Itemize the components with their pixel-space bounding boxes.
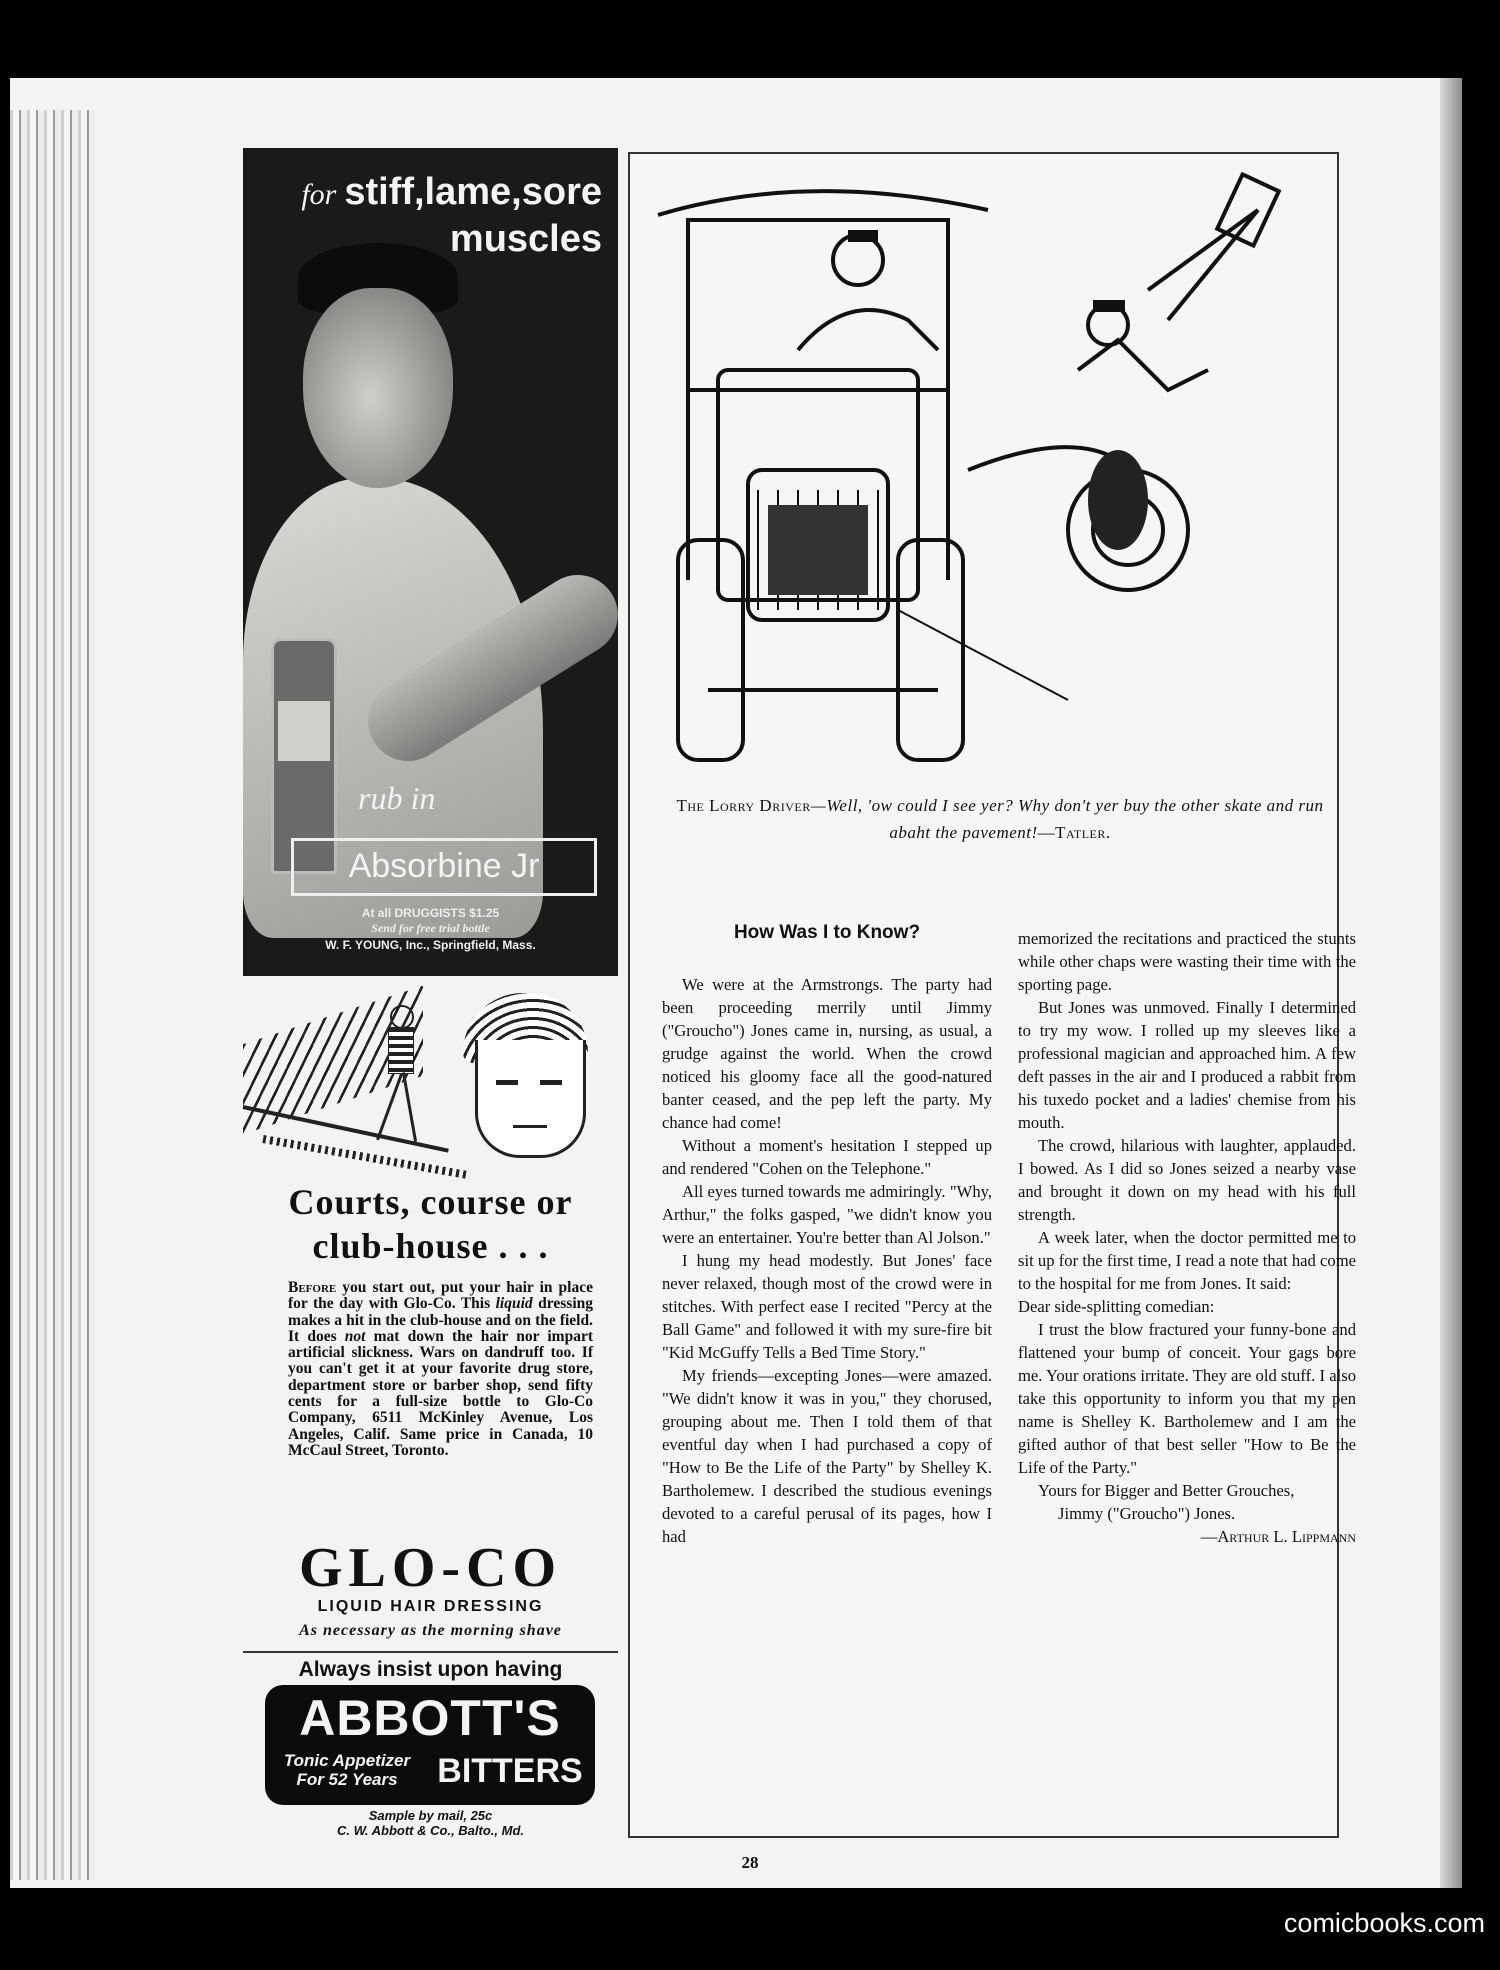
gloco-body-text	[288, 1280, 593, 1459]
absorbine-company: W. F. YOUNG, Inc., Springfield, Mass.	[325, 938, 536, 952]
paragraph: But Jones was unmoved. Finally I determined to try my wow. I rolled up my sleeves like a professional magician and approached him. A few deft passes in the air and I produced a rabbit from his tuxedo pocket and a ladies' chemise from his mouth.	[1018, 998, 1356, 1132]
caption-source: —Tatler.	[1037, 823, 1111, 842]
abbott-top-line: Always insist upon having	[298, 1658, 563, 1681]
abbott-tonic: Tonic Appetizer For 52 Years	[283, 1751, 411, 1789]
ad-divider	[243, 1651, 618, 1653]
abbott-sample-line1: Sample by mail, 25c	[368, 1808, 493, 1823]
gloco-body-2: dressing makes a hit in the club-house and on the field. It does	[288, 1295, 594, 1345]
abbott-name: ABBOTT'S	[299, 1690, 561, 1746]
paragraph: I trust the blow fractured your funny-bone and flattened your bump of conceit. Your gags bore me. Your orations irritate. They are old stuff. I also take this opportunity to inform you that my pen name is Shelley K. Bartholemew and I am the gifted author of that best seller "How to Be the Life of the Party."	[1018, 1320, 1356, 1477]
caption-label: The Lorry Driver	[676, 796, 811, 815]
watermark: comicbooks.com	[1283, 1908, 1485, 1938]
paragraph: The crowd, hilarious with laughter, applauded. I bowed. As I did so Jones seized a nearby vase and brought it down on my head with his full strength.	[1018, 1136, 1356, 1224]
gloco-illustration	[243, 985, 618, 1170]
page-number: 28	[741, 1853, 759, 1872]
gloco-body-3: mat down the hair nor impart artificial slickness. Wars on dandruff too. If you can't get it at your favorite drug store, department store or barber shop, send fifty cents for a full-size bottle to Glo-Co Company, 6511 McKinley Avenue, Los Angeles, Calif. Same price in Canada, 10 McCaul Street, Toronto.	[288, 1327, 593, 1459]
article-column-1	[662, 973, 992, 1548]
gloco-body-1: you start out, put your hair in place for the day with Glo-Co. This	[288, 1279, 593, 1313]
gloco-body-liquid: liquid	[495, 1295, 533, 1313]
paragraph: All eyes turned towards me admiringly. "Why, Arthur," the folks gasped, "we didn't know you were an entertainer. You're better than Al Jolson."	[662, 1182, 992, 1247]
absorbine-headline-text: stiff,lame,sore muscles	[344, 171, 602, 260]
abbott-sample	[243, 1808, 618, 1838]
cartoon-caption	[660, 792, 1340, 846]
absorbine-headline	[262, 170, 602, 261]
paragraph: I hung my head modestly. But Jones' face never relaxed, though most of the crowd were in stitches. With perfect ease I recited "Percy at the Ball Game" and followed it with my sure-fire bit "Kid McGuffy Tells a Bed Time Story."	[662, 1251, 992, 1362]
gloco-tagline: As necessary as the morning shave	[299, 1622, 562, 1639]
absorbine-trial: Send for free trial bottle	[371, 921, 490, 935]
paragraph: Yours for Bigger and Better Grouches,	[1038, 1481, 1295, 1500]
ad-photo-head	[303, 288, 453, 488]
paragraph: We were at the Armstrongs. The party had been proceeding merrily until Jimmy ("Groucho") Jones came in, nursing, as usual, a grudge against the world. When the crowd noticed his gloomy face all the good-natured banter ceased, and the pep left the party. My chance had come!	[662, 975, 992, 1132]
abbott-ad	[265, 1685, 595, 1805]
page-binding	[10, 110, 95, 1880]
letter-salutation: Dear side-splitting comedian:	[1018, 1297, 1215, 1316]
article-column-2	[1018, 927, 1356, 1548]
gloco-body-lead: Before	[288, 1279, 337, 1296]
caption-text: —Well, 'ow could I see yer? Why don't yer buy the other skate and run abaht the pavement!	[810, 796, 1324, 842]
paragraph: A week later, when the doctor permitted me to sit up for the first time, I read a note that had come to the hospital for me from Jones. It said:	[1018, 1228, 1356, 1293]
gloco-subtitle: LIQUID HAIR DRESSING	[317, 1598, 544, 1615]
gloco-body-not: not	[344, 1327, 366, 1345]
paragraph: Without a moment's hesitation I stepped up and rendered "Cohen on the Telephone."	[662, 1136, 992, 1178]
article-byline: —Arthur L. Lippmann	[1200, 1527, 1356, 1546]
man-face-drawing	[453, 985, 603, 1160]
absorbine-price: At all DRUGGISTS $1.25	[361, 906, 500, 920]
letter-signature: Jimmy ("Groucho") Jones.	[1058, 1504, 1236, 1523]
gloco-logo: GLO-CO	[298, 1537, 563, 1599]
lorry-cartoon-drawing	[648, 170, 1308, 780]
article-title: How Was I to Know?	[733, 922, 921, 943]
absorbine-brand: Absorbine Jr	[291, 838, 597, 896]
tennis-player-drawing	[368, 1005, 438, 1155]
paragraph: memorized the recitations and practiced the stunts while other chaps were wasting their time with the sporting page.	[1018, 929, 1356, 994]
absorbine-for: for	[301, 178, 337, 211]
abbott-sample-line2: C. W. Abbott & Co., Balto., Md.	[336, 1823, 525, 1838]
page-edge	[1440, 78, 1462, 1888]
absorbine-rub-in: rub in	[358, 780, 436, 816]
abbott-bitters: BITTERS	[437, 1752, 583, 1790]
paragraph: My friends—excepting Jones—were amazed. "We didn't know it was in you," they chorused, grouping about me. Then I told them of that eventful day when I had purchased a copy of "How to Be the Life of the Party" by Shelley K. Bartholemew. I described the studious evenings devoted to a careful perusal of its pages, how I had	[662, 1366, 992, 1546]
absorbine-ad	[243, 148, 618, 976]
gloco-headline: Courts, course or club-house . . .	[288, 1182, 573, 1266]
lorry-cartoon	[648, 170, 1308, 780]
